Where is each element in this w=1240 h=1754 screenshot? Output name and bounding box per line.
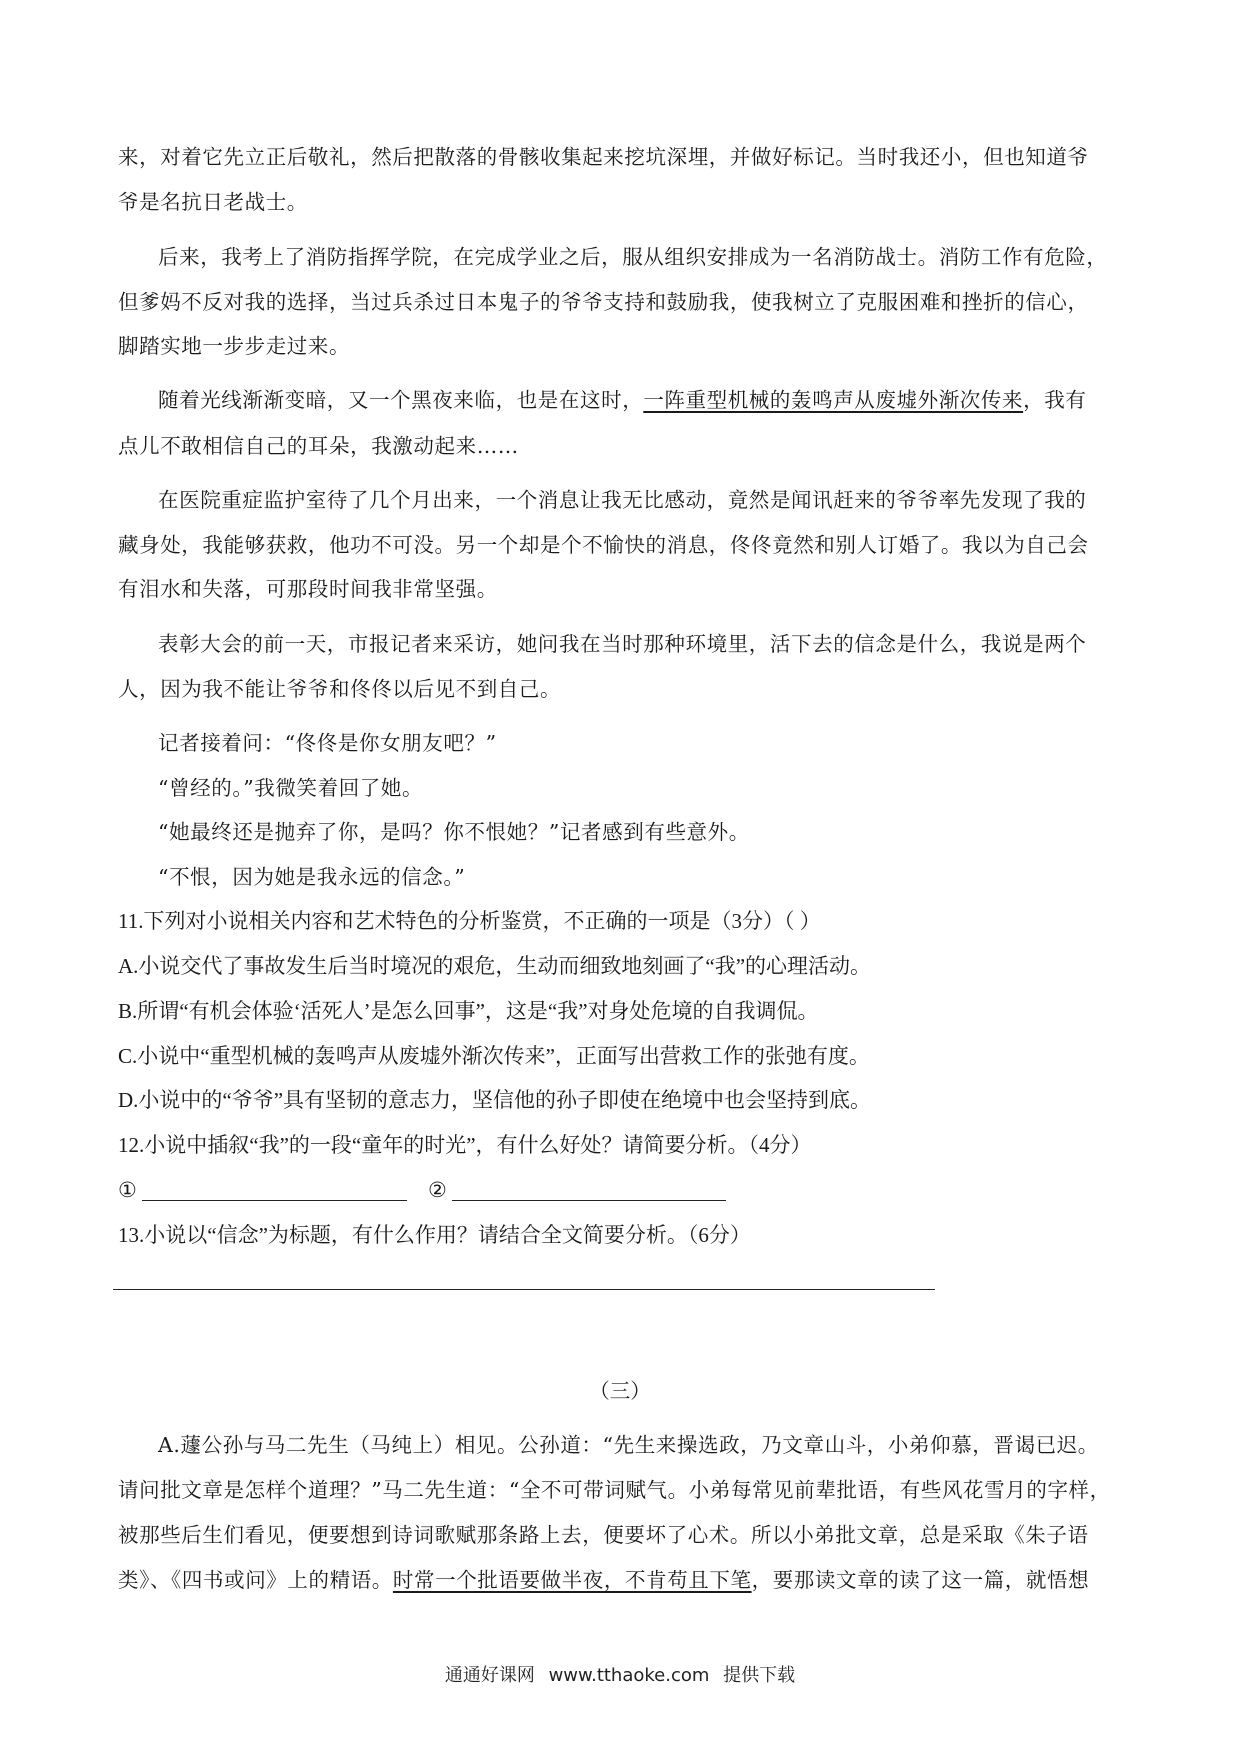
underlined-sentence: 时常一个批语要做半夜，不肯苟且下笔: [392, 1568, 752, 1592]
story-line: “曾经的。”我微笑着回了她。: [158, 776, 424, 800]
story-line: 点儿不敢相信自己的耳朵，我激动起来……: [118, 434, 519, 458]
option-a: A.小说交代了事故发生后当时境况的艰危，生动而细致地刻画了“我”的心理活动。: [118, 954, 872, 978]
footer-site-name: 通通好课网: [444, 1665, 535, 1686]
passage-text: ，要那读文章的读了这一篇，就悟想: [751, 1568, 1090, 1592]
story-text: 随着光线渐渐变暗，又一个黑夜来临，也是在这时，: [158, 388, 644, 412]
question-13: 13.小说以“信念”为标题，有什么作用？请结合全文简要分析。（6分）: [118, 1223, 751, 1247]
option-b: B.所谓“有机会体验‘活死人’是怎么回事”，这是“我”对身处危境的自我调侃。: [118, 999, 819, 1023]
story-line: [158, 385, 1128, 415]
story-line: 在医院重症监护室待了几个月出来，一个消息让我无比感动，竟然是闻讯赶来的爷爷率先发现了我的: [158, 488, 1087, 512]
story-line: 记者接着问：“佟佟是你女朋友吧？”: [158, 731, 497, 755]
answer-marker-1: ①: [118, 1178, 137, 1202]
passage-line: 被那些后生们看见，便要想到诗词歌赋那条路上去，便要坏了心术。所以小弟批文章，总是采取《朱子语: [118, 1523, 1089, 1547]
story-line: 但爹妈不反对我的选择，当过兵杀过日本鬼子的爷爷支持和鼓励我，使我树立了克服困难和挫折的信心，: [118, 290, 1089, 314]
passage-line: 请问批文章是怎样个道理？”马二先生道：“全不可带词赋气。小弟每常见前辈批语，有些风花雪月的字样，: [118, 1478, 1111, 1502]
footer-note: 提供下载: [723, 1665, 796, 1686]
story-line: “她最终还是抛弃了你，是吗？你不恨她？”记者感到有些意外。: [158, 820, 750, 844]
footer-url[interactable]: www.tthaoke.com: [548, 1665, 710, 1686]
story-line: 人，因为我不能让爷爷和佟佟以后见不到自己。: [118, 677, 562, 701]
answer-marker-2: ②: [428, 1178, 447, 1202]
story-line: 表彰大会的前一天，市报记者来采访，她问我在当时那种环境里，活下去的信念是什么，我说是两个: [158, 632, 1087, 656]
option-c: C.小说中“重型机械的轰鸣声从废墟外渐次传来”，正面写出营救工作的张弛有度。: [118, 1044, 870, 1068]
story-line: 来，对着它先立正后敬礼，然后把散落的骨骸收集起来挖坑深埋，并做好标记。当时我还小，但也知道爷: [118, 145, 1089, 169]
passage-text: 类》、《四书或问》上的精语。: [118, 1568, 393, 1592]
question-12: 12.小说中插叙“我”的一段“童年的时光”，有什么好处？请简要分析。（4分）: [118, 1133, 812, 1157]
passage-line: [118, 1565, 1128, 1595]
page-footer: [0, 1661, 1240, 1687]
section-heading: （三）: [589, 1379, 651, 1403]
story-line: 后来，我考上了消防指挥学院，在完成学业之后，服从组织安排成为一名消防战士。消防工作有危险，: [158, 245, 1108, 269]
answer-blank-3[interactable]: [113, 1289, 935, 1290]
option-d: D.小说中的“爷爷”具有坚韧的意志力，坚信他的孙子即使在绝境中也会坚持到底。: [118, 1088, 872, 1112]
answer-blank-2[interactable]: [452, 1200, 726, 1201]
underlined-sentence: 一阵重型机械的轰鸣声从废墟外渐次传来: [643, 388, 1024, 412]
story-line: 有泪水和失落，可那段时间我非常坚强。: [118, 577, 498, 601]
story-line: 爷是名抗日老战士。: [118, 190, 308, 214]
story-line: 藏身处，我能够获救，他功不可没。另一个却是个不愉快的消息，佟佟竟然和别人订婚了。我以为自己会: [118, 533, 1089, 557]
story-text: ，我有: [1023, 388, 1087, 412]
story-line: “不恨，因为她是我永远的信念。”: [158, 865, 466, 889]
question-11: 11.下列对小说相关内容和艺术特色的分析鉴赏，不正确的一项是（3分）（ ）: [118, 909, 821, 933]
answer-blank-1[interactable]: [142, 1200, 407, 1201]
story-line: 脚踏实地一步步走过来。: [118, 334, 351, 358]
passage-line: A.蘧公孙与马二先生（马纯上）相见。公孙道：“先生来操选政，乃文章山斗，小弟仰慕，晋谒已迟。: [158, 1433, 1099, 1457]
